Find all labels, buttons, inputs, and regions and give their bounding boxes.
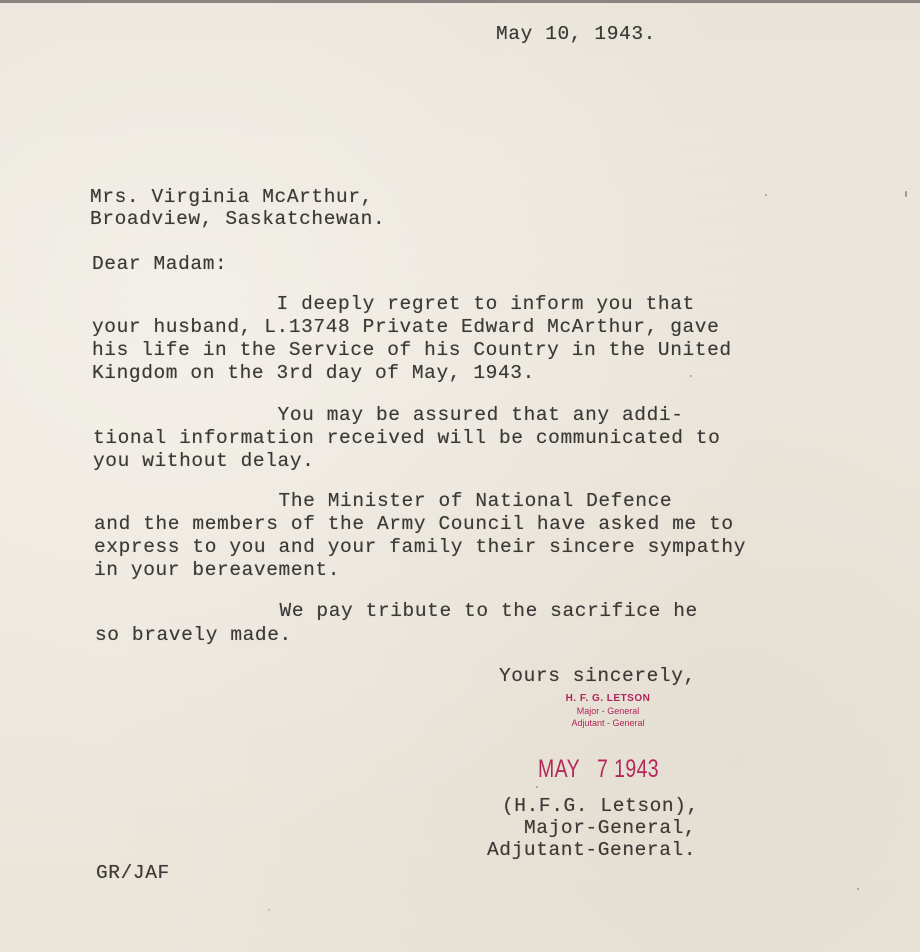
salutation: Dear Madam: (92, 253, 228, 275)
paper-speck (857, 888, 859, 890)
paragraph-4-line-2: so bravely made. (95, 624, 292, 646)
paragraph-3-line-2: and the members of the Army Council have asked me to (94, 513, 734, 535)
paragraph-2-line-3: you without delay. (93, 450, 315, 472)
paragraph-2-line-1: You may be assured that any addi- (93, 404, 684, 426)
paper-speck (690, 375, 692, 377)
signatory-office: Adjutant-General. (487, 839, 697, 861)
closing: Yours sincerely, (499, 665, 696, 687)
paragraph-2-line-2: tional information received will be communicated to (93, 427, 721, 449)
signatory-name: (H.F.G. Letson), (502, 795, 699, 817)
received-date-stamp: MAY 7 1943 (538, 755, 660, 783)
stamp-signatory-rank: Major - General (576, 706, 640, 716)
signatory-rank: Major-General, (524, 817, 697, 839)
paper-speck (268, 909, 270, 911)
signature-stamp (552, 693, 664, 729)
letter-date: May 10, 1943. (496, 23, 656, 45)
stamp-signatory-name: H. F. G. LETSON (565, 693, 651, 704)
paper-speck (905, 191, 907, 197)
paper-speck (536, 786, 538, 788)
recipient-address: Broadview, Saskatchewan. (90, 208, 386, 230)
paragraph-1-line-1: I deeply regret to inform you that (92, 293, 695, 315)
stamp-signatory-office: Adjutant - General (571, 718, 645, 728)
paragraph-4-line-1: We pay tribute to the sacrifice he (95, 600, 698, 622)
paper-speck (765, 194, 767, 196)
recipient-name: Mrs. Virginia McArthur, (90, 186, 373, 208)
paragraph-3-line-1: The Minister of National Defence (94, 490, 673, 512)
paragraph-3-line-3: express to you and your family their sincere sympathy (94, 536, 747, 558)
paragraph-3-line-4: in your bereavement. (94, 559, 341, 581)
reference-initials: GR/JAF (96, 862, 170, 884)
paragraph-1-line-4: Kingdom on the 3rd day of May, 1943. (92, 362, 535, 384)
paragraph-1-line-3: his life in the Service of his Country in the United (92, 339, 732, 361)
paragraph-1-line-2: your husband, L.13748 Private Edward McArthur, gave (92, 316, 720, 338)
